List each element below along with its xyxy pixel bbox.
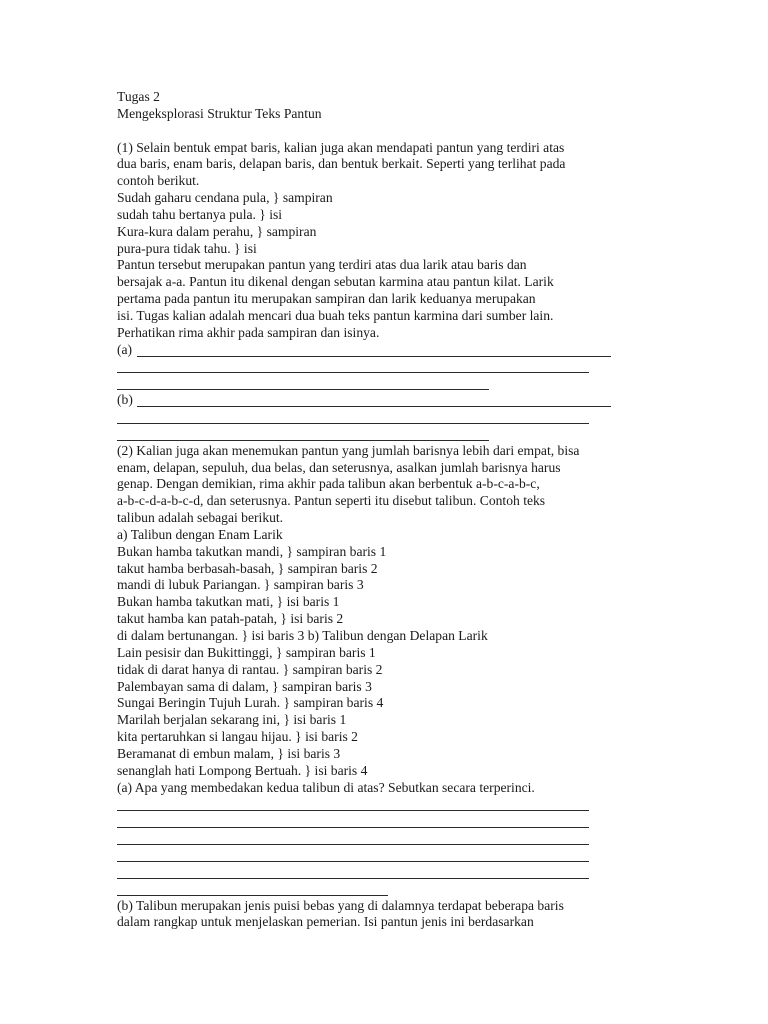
section2-intro-line: (2) Kalian juga akan menemukan pantun yang jumlah barisnya lebih dari empat, bisa [117, 442, 580, 458]
answer-line-rule [117, 423, 589, 424]
talibun-b-line: Palembayan sama di dalam, } sampiran baris 3 [117, 678, 372, 694]
section2-intro-line: talibun adalah sebagai berikut. [117, 510, 284, 526]
question-a-answer-line[interactable] [117, 847, 657, 864]
question-b-line: (b) Talibun merupakan jenis puisi bebas yang di dalamnya terdapat beberapa baris [117, 897, 564, 913]
talibun-a-line: takut hamba kan patah-patah, } isi baris 2 [117, 611, 344, 627]
answer-line-rule [117, 895, 388, 896]
question-a-answer-line[interactable] [117, 830, 657, 847]
talibun-b-line: Lain pesisir dan Bukittinggi, } sampiran baris 1 [117, 644, 376, 660]
section1-explanation-line: Pantun tersebut merupakan pantun yang terdiri atas dua larik atau baris dan [117, 257, 527, 273]
section1-intro-line: contoh berikut. [117, 173, 200, 189]
section1-intro-line: dua baris, enam baris, delapan baris, dan bentuk berkait. Seperti yang terlihat pada [117, 156, 566, 172]
section1-explanation-line: Perhatikan rima akhir pada sampiran dan isinya. [117, 324, 380, 340]
answer-line-rule [117, 878, 589, 879]
section2-intro-line: enam, delapan, sepuluh, dua belas, dan seterusnya, asalkan jumlah barisnya harus [117, 459, 561, 475]
answer-a-line[interactable] [117, 359, 657, 376]
pantun-example-line: sudah tahu bertanya pula. } isi [117, 206, 283, 222]
talibun-b-line: Marilah berjalan sekarang ini, } isi baris 1 [117, 712, 347, 728]
question-a-answer-line[interactable] [117, 864, 657, 881]
pantun-example-line: pura-pura tidak tahu. } isi [117, 240, 257, 256]
section2-intro-line: genap. Dengan demikian, rima akhir pada talibun akan berbentuk a-b-c-a-b-c, [117, 476, 540, 492]
talibun-a-heading: a) Talibun dengan Enam Larik [117, 526, 283, 542]
answer-line-rule [117, 810, 589, 811]
question-a-answer-line[interactable] [117, 881, 657, 898]
talibun-b-line: Sungai Beringin Tujuh Lurah. } sampiran baris 4 [117, 695, 384, 711]
section1-intro-line: (1) Selain bentuk empat baris, kalian juga akan mendapati pantun yang terdiri atas [117, 139, 565, 155]
answer-b-label: (b) [117, 392, 133, 408]
answer-b-line[interactable] [117, 426, 657, 443]
question-a-answer-line[interactable] [117, 813, 657, 830]
spacer [117, 123, 657, 140]
question-b-line: dalam rangkap untuk menjelaskan pemerian. Isi pantun jenis ini berdasarkan [117, 914, 534, 930]
question-a: (a) Apa yang membedakan kedua talibun di atas? Sebutkan secara terperinci. [117, 779, 535, 795]
talibun-a-line: mandi di lubuk Pariangan. } sampiran baris 3 [117, 577, 364, 593]
section1-explanation-line: bersajak a-a. Pantun itu dikenal dengan sebutan karmina atau pantun kilat. Larik [117, 274, 554, 290]
pantun-example-line: Kura-kura dalam perahu, } sampiran [117, 223, 317, 239]
answer-line-rule [117, 372, 589, 373]
talibun-b-line: senanglah hati Lompong Bertuah. } isi baris 4 [117, 762, 368, 778]
talibun-a-line: Bukan hamba takutkan mati, } isi baris 1 [117, 594, 340, 610]
section1-explanation-line: isi. Tugas kalian adalah mencari dua buah teks pantun karmina dari sumber lain. [117, 307, 554, 323]
talibun-b-line: Beramanat di embun malam, } isi baris 3 [117, 745, 341, 761]
answer-a-label: (a) [117, 341, 133, 357]
document-title: Tugas 2 [117, 89, 160, 104]
document-page [117, 89, 657, 931]
answer-line-rule [117, 861, 589, 862]
talibun-b-line: tidak di darat hanya di rantau. } sampiran baris 2 [117, 661, 383, 677]
answer-a-line[interactable] [117, 375, 657, 392]
talibun-a-line: Bukan hamba takutkan mandi, } sampiran baris 1 [117, 543, 387, 559]
answer-line-rule [117, 389, 489, 390]
pantun-example-line: Sudah gaharu cendana pula, } sampiran [117, 190, 333, 206]
section1-explanation-line: pertama pada pantun itu merupakan sampiran dan larik keduanya merupakan [117, 291, 536, 307]
talibun-b-line: kita pertaruhkan si langau hijau. } isi baris 2 [117, 729, 358, 745]
talibun-a-line: takut hamba berbasah-basah, } sampiran baris 2 [117, 560, 378, 576]
question-a-answer-line[interactable] [117, 796, 657, 813]
talibun-a-line: di dalam bertunangan. } isi baris 3 b) Talibun dengan Delapan Larik [117, 628, 488, 643]
answer-b-line[interactable] [117, 392, 657, 409]
answer-line-rule [137, 356, 611, 357]
answer-line-rule [117, 440, 489, 441]
answer-b-line[interactable] [117, 409, 657, 426]
answer-line-rule [117, 844, 589, 845]
section2-intro-line: a-b-c-d-a-b-c-d, dan seterusnya. Pantun seperti itu disebut talibun. Contoh teks [117, 493, 546, 509]
answer-line-rule [137, 406, 611, 407]
answer-line-rule [117, 827, 589, 828]
answer-a-line[interactable] [117, 342, 657, 359]
document-subtitle: Mengeksplorasi Struktur Teks Pantun [117, 105, 322, 121]
